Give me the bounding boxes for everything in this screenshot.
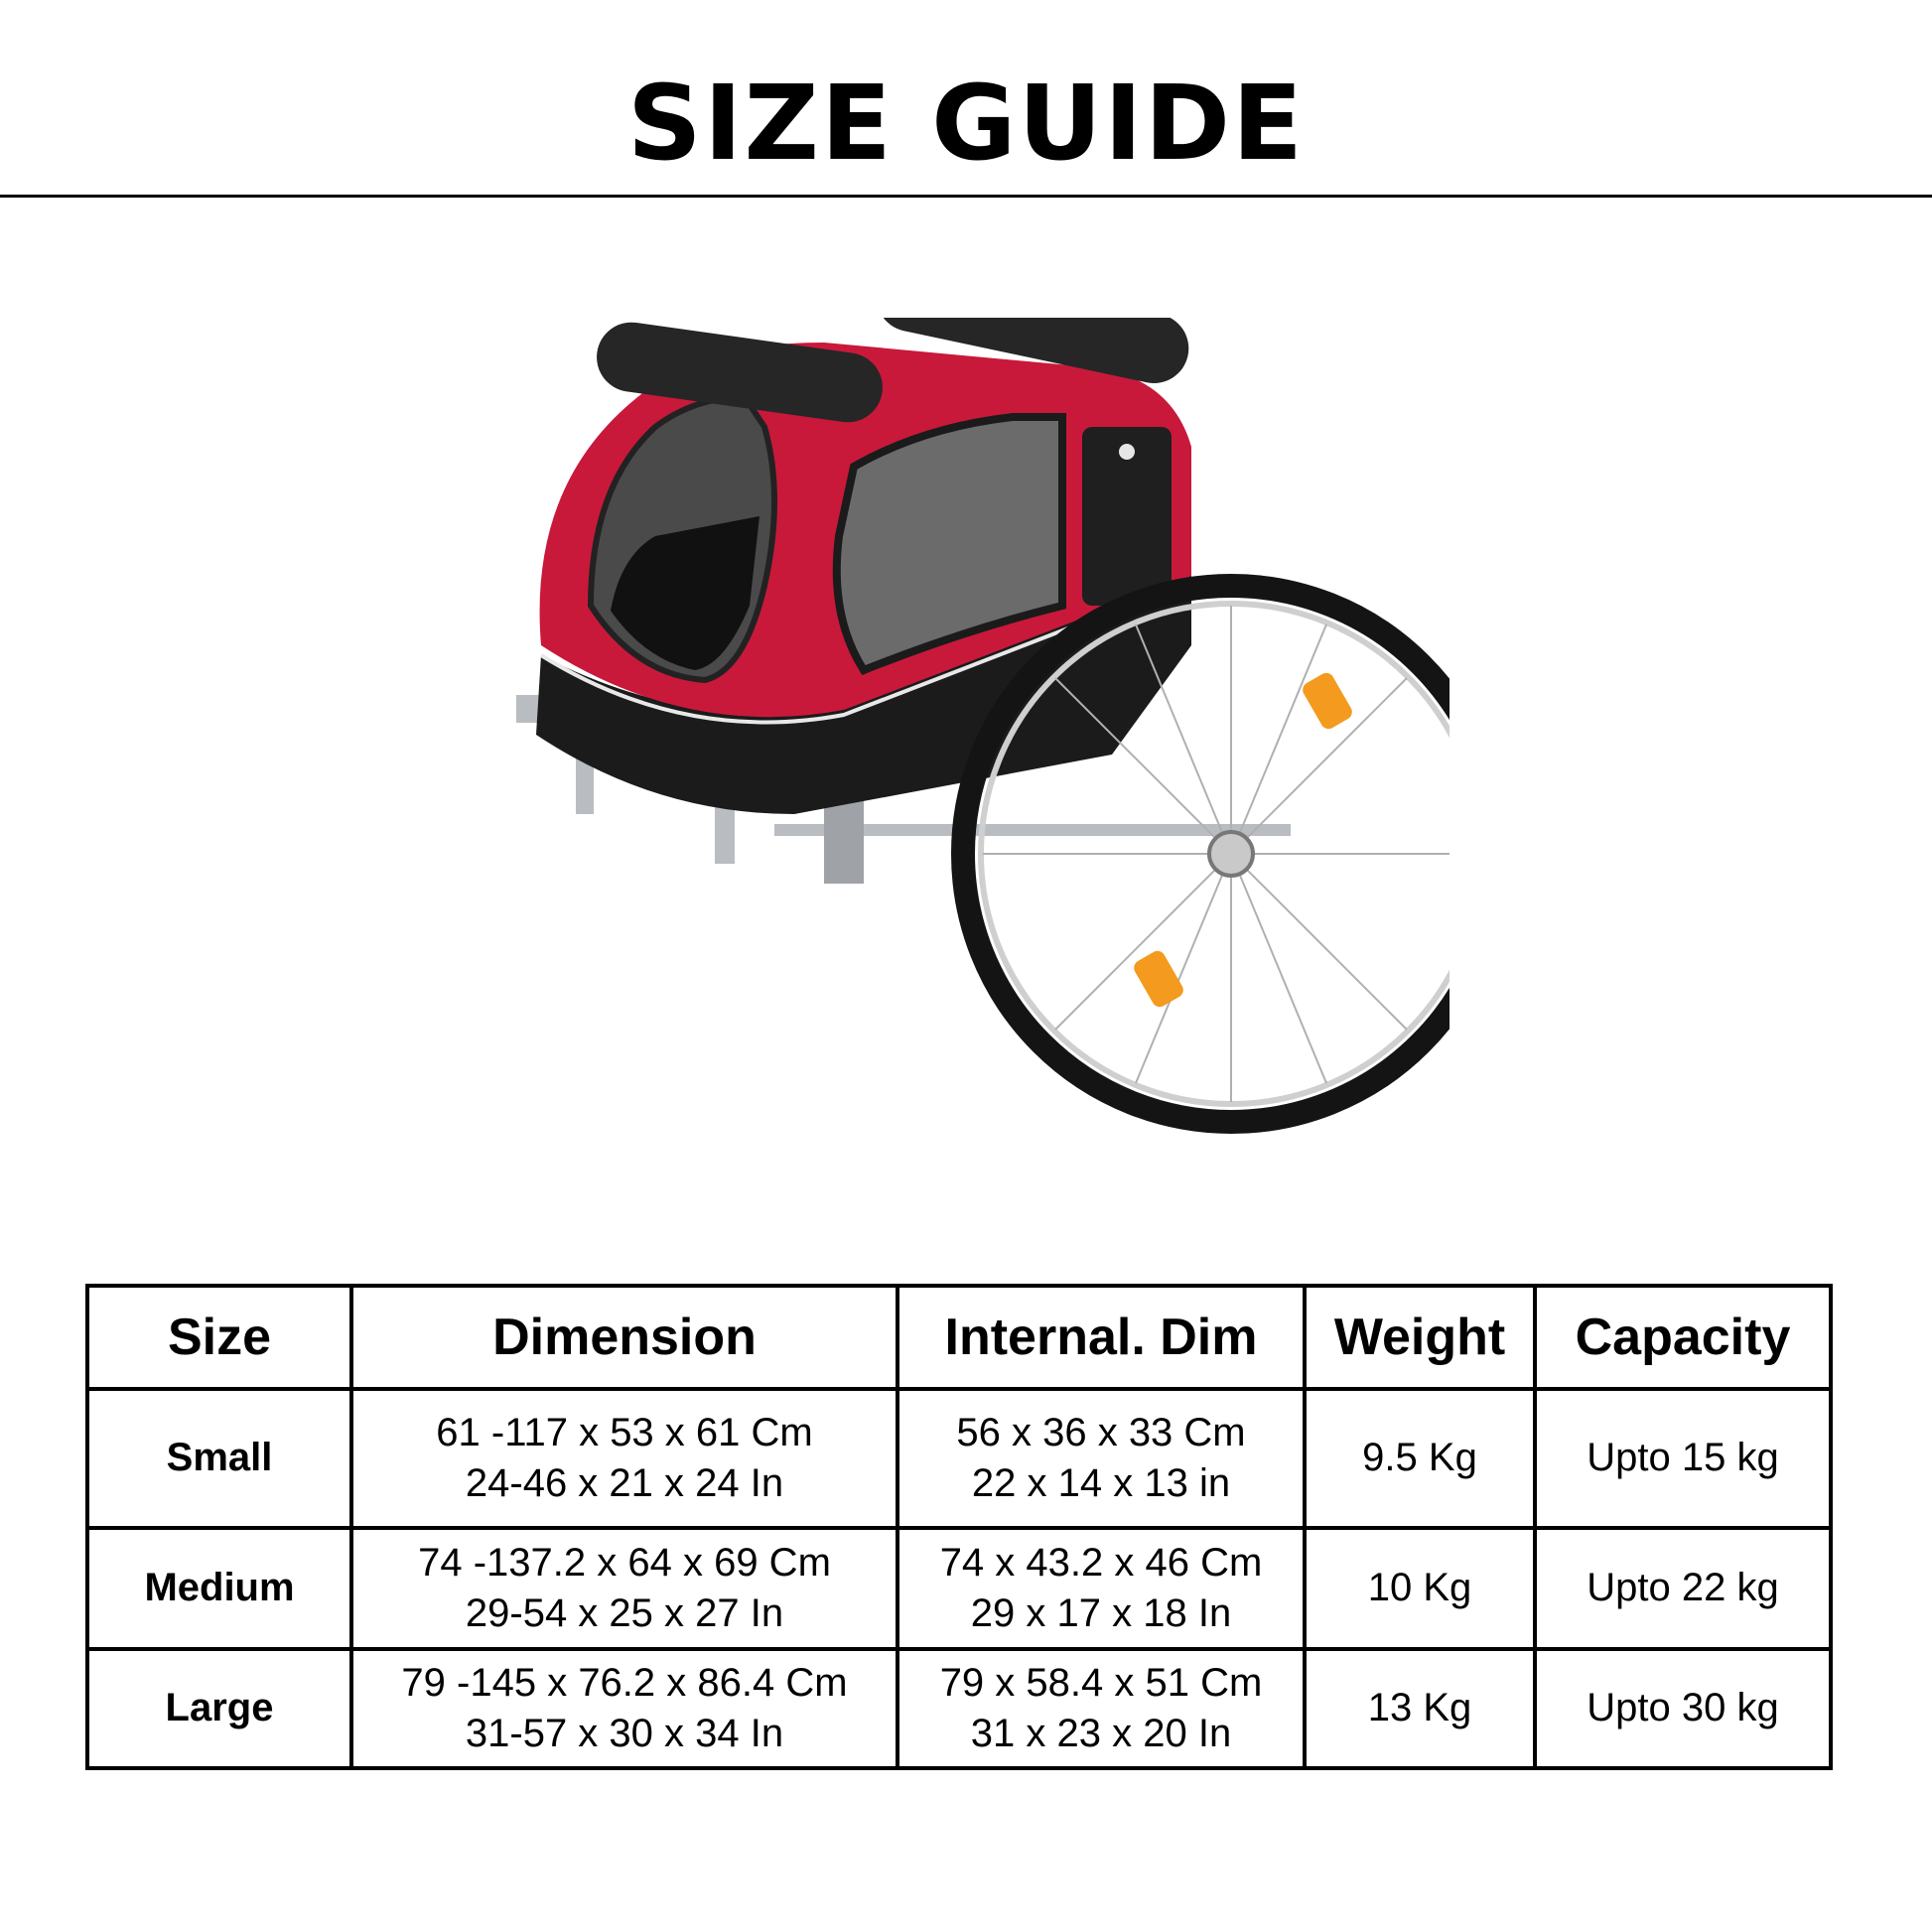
internal-dim-in: 29 x 17 x 18 In (970, 1591, 1232, 1635)
hitch-coupler (824, 794, 864, 884)
internal-dim-in: 22 x 14 x 13 in (971, 1461, 1231, 1505)
capacity-cell: Upto 22 kg (1535, 1528, 1831, 1649)
internal-dim-cell (897, 1649, 1305, 1768)
dimension-cell (351, 1649, 897, 1768)
header-capacity: Capacity (1535, 1286, 1831, 1389)
size-cell: Medium (87, 1528, 351, 1649)
reflector-lower (1131, 948, 1185, 1010)
weight-cell: 13 Kg (1305, 1649, 1535, 1768)
weight-cell: 9.5 Kg (1305, 1389, 1535, 1528)
internal-dim-cm: 79 x 58.4 x 51 Cm (939, 1660, 1263, 1705)
internal-dim-in: 31 x 23 x 20 In (970, 1712, 1232, 1755)
table-row (87, 1528, 1831, 1649)
internal-dim-cm: 56 x 36 x 33 Cm (956, 1410, 1246, 1454)
pet-trailer-image (496, 318, 1449, 1191)
capacity-cell: Upto 30 kg (1535, 1649, 1831, 1768)
dimension-in: 31-57 x 30 x 34 In (465, 1712, 784, 1755)
header-internal-dim: Internal. Dim (897, 1286, 1305, 1389)
trailer-wheel (963, 586, 1449, 1122)
dimension-cm: 61 -117 x 53 x 61 Cm (436, 1410, 813, 1454)
size-cell: Large (87, 1649, 351, 1768)
brand-badge (1119, 444, 1135, 460)
dimension-in: 24-46 x 21 x 24 In (465, 1461, 784, 1505)
page-title: SIZE GUIDE (626, 63, 1306, 184)
header-weight: Weight (1305, 1286, 1535, 1389)
reflector-upper (1300, 670, 1354, 732)
table-row (87, 1649, 1831, 1768)
header-size: Size (87, 1286, 351, 1389)
size-cell: Small (87, 1389, 351, 1528)
dimension-cell (351, 1389, 897, 1528)
capacity-cell: Upto 15 kg (1535, 1389, 1831, 1528)
size-guide-table (85, 1284, 1833, 1770)
dimension-cm: 79 -145 x 76.2 x 86.4 Cm (401, 1660, 848, 1705)
weight-cell: 10 Kg (1305, 1528, 1535, 1649)
dimension-cm: 74 -137.2 x 64 x 69 Cm (418, 1540, 831, 1585)
internal-dim-cell (897, 1389, 1305, 1528)
header-dimension: Dimension (351, 1286, 897, 1389)
internal-dim-cell (897, 1528, 1305, 1649)
internal-dim-cm: 74 x 43.2 x 46 Cm (939, 1540, 1263, 1585)
title-divider (0, 195, 1932, 198)
table-row (87, 1389, 1831, 1528)
table-header-row (87, 1286, 1831, 1389)
dimension-in: 29-54 x 25 x 27 In (465, 1591, 784, 1635)
dimension-cell (351, 1528, 897, 1649)
